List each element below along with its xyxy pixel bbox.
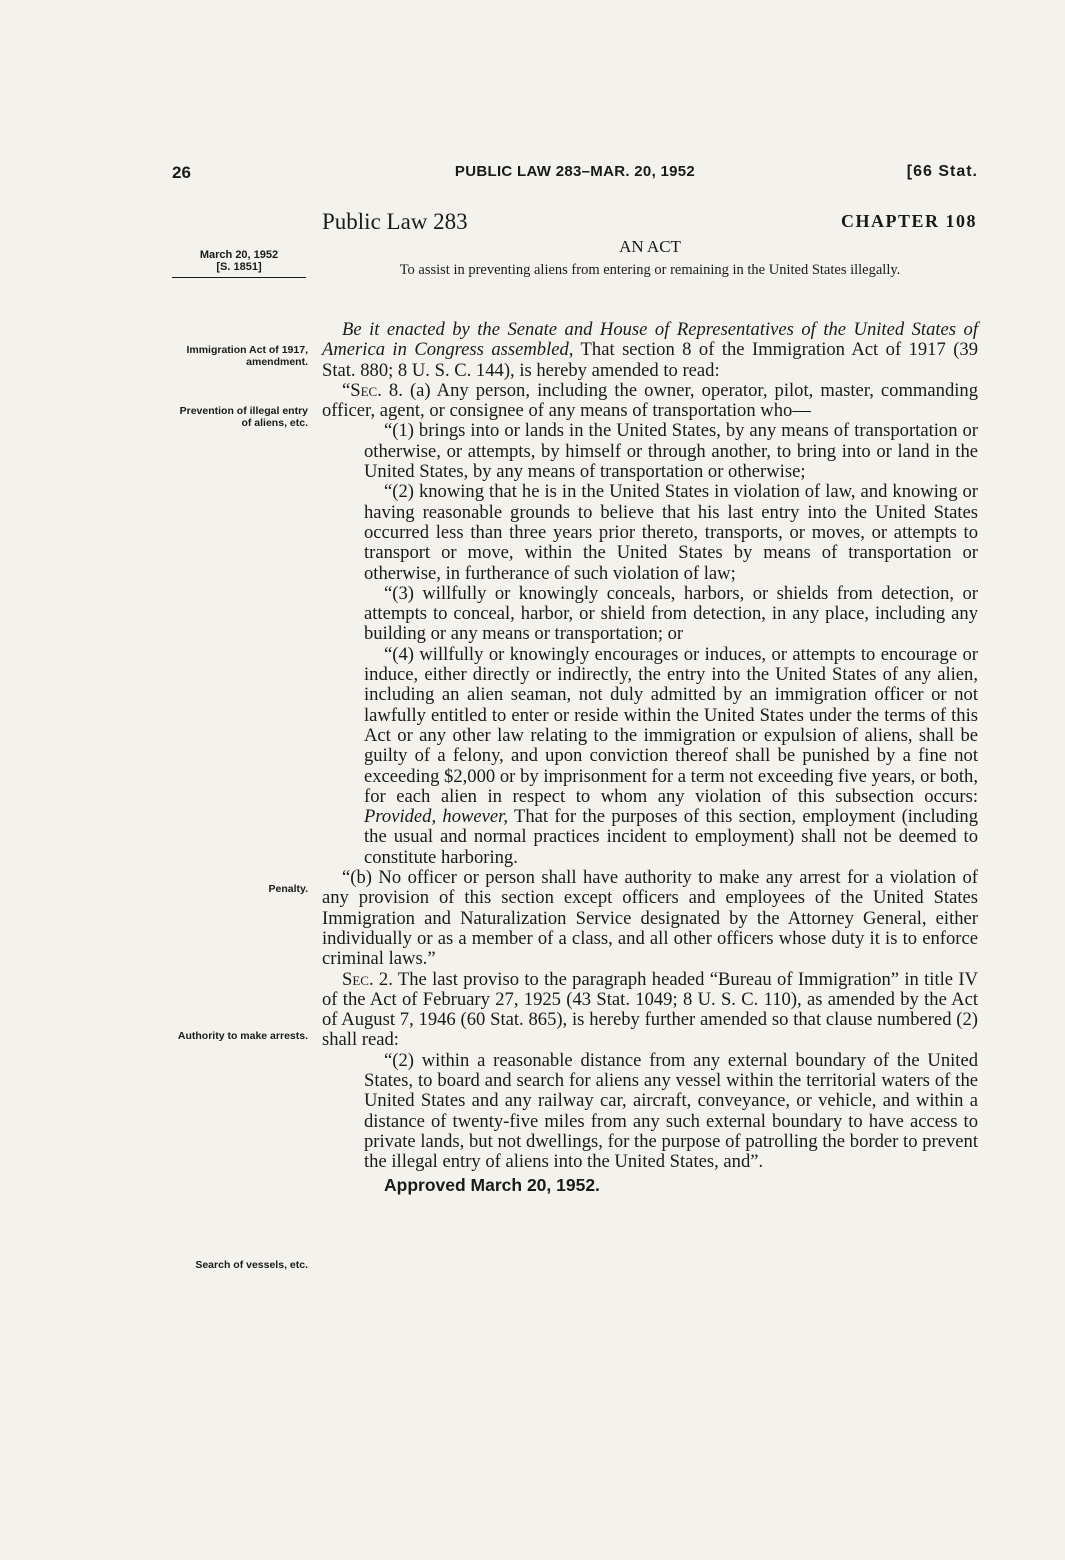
section-8b: “(b) No officer or person shall have authority to make any arrest for a violation of any provision of this section except officers and employees of the United States Immigration and Naturalization Service designated by the Attorney General, either individually or as a member of a class, and all other officers whose duty it is to enforce criminal laws.” [322, 867, 978, 970]
margin-note-immigration: Immigration Act of 1917, amendment. [186, 344, 308, 368]
margin-bill-number: [S. 1851] [216, 261, 262, 273]
section-8a [322, 381, 978, 422]
margin-note-authority: Authority to make arrests. [177, 1030, 308, 1042]
act-purpose: To assist in preventing aliens from entering or remaining in the United States illegally. [399, 262, 901, 278]
statute-reference: [66 Stat. [906, 163, 978, 180]
clause-1: “(1) brings into or lands in the United States, by any means of transportation or otherwise, or attempts, by himself or through another, to bring into or land in the United States, by any means of transportation or otherwise; [364, 420, 978, 483]
margin-date-block [172, 249, 306, 278]
section-2-clause: “(2) within a reasonable distance from any external boundary of the United States, to board and search for aliens any vessel within the territorial waters of the United States and any railway car, aircraft, conveyance, or vehicle, and within a distance of twenty-five miles from any such external boundary to have access to private lands, but not dwellings, for the purpose of patrolling the border to prevent the illegal entry of aliens into the United States, and”. [364, 1049, 978, 1173]
act-body [322, 320, 978, 1196]
enacting-clause-italic: Be it enacted by the Senate and House of Representatives of the United States of America in Congress assembled, [322, 319, 978, 361]
section-2-label: Sec. 2. [342, 968, 393, 990]
section-2 [322, 970, 978, 1051]
section-8a-text: (a) Any person, including the owner, operator, pilot, master, commanding officer, agent, or consignee of any means of transportation who— [322, 379, 979, 422]
clause-4 [364, 645, 978, 868]
section-8-label: “Sec. 8. [342, 379, 403, 401]
page-number: 26 [172, 163, 191, 182]
enacting-clause [322, 320, 978, 381]
running-header [172, 163, 978, 187]
margin-date: March 20, 1952 [199, 249, 279, 261]
chapter-number: CHAPTER 108 [840, 211, 977, 231]
section-2-text: The last proviso to the paragraph headed “Bureau of Immigration” in title IV of the Act of February 27, 1925 (43 Stat. 1049; 8 U. S. C. 110), as amended by the Act of August 7, 1946 (60 Stat. 865), is hereby further amended so that clause numbered (2) shall read: [322, 968, 978, 1051]
margin-note-search: Search of vessels, etc. [195, 1259, 308, 1271]
approval-date: Approved March 20, 1952. [384, 1175, 600, 1196]
clause-4-proviso: Provided, however, [364, 806, 508, 828]
margin-note-prevention: Prevention of illegal entry of aliens, etc. [179, 405, 308, 429]
public-law-number: Public Law 283 [322, 209, 468, 234]
running-title: PUBLIC LAW 283–MAR. 20, 1952 [454, 163, 696, 180]
clause-4-text-end: That for the purposes of this section, employment (including the usual and normal practices incident to employment) shall not be deemed to constitute harboring. [364, 806, 978, 868]
enacting-clause-text: That section 8 of the Immigration Act of 1917 (39 Stat. 880; 8 U. S. C. 144), is hereby amended to read: [322, 339, 978, 381]
clause-4-text: “(4) willfully or knowingly encourages or induces, or attempts to encourage or induce, either directly or indirectly, the entry into the United States of any alien, including an alien seaman, not duly admitted by an immigration officer or not lawfully entitled to enter or reside within the United States under the terms of this Act or any other law relating to the immigration or expulsion of aliens, shall be guilty of a felony, and upon conviction thereof shall be punished by a fine not exceeding $2,000 or by imprisonment for a term not exceeding five years, or both, for each alien in respect to whom any violation of this subsection occurs: [364, 643, 978, 807]
clause-3: “(3) willfully or knowingly conceals, harbors, or shields from detection, or attempts to conceal, harbor, or shield from detection, in any place, including any building or any means or transportation; or [364, 582, 978, 645]
margin-note-penalty: Penalty. [268, 883, 308, 895]
act-label: AN ACT [619, 237, 681, 256]
clause-2: “(2) knowing that he is in the United States in violation of law, and knowing or having reasonable grounds to believe that his last entry into the United States occurred less than three years prior thereto, transports, or moves, or attempts to transport or move, within the United States by means of transportation or otherwise, in furtherance of such violation of law; [364, 481, 978, 584]
